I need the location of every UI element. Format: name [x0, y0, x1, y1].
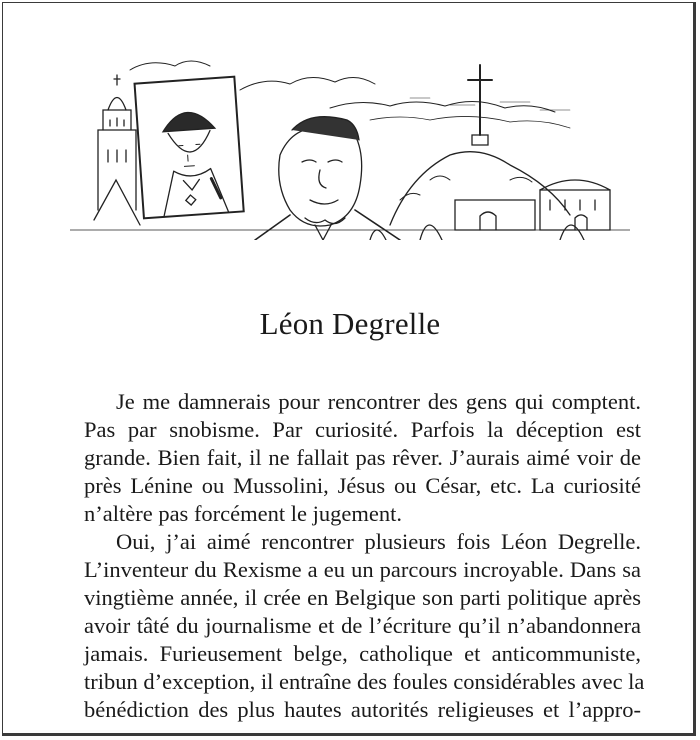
text-line: Oui, j’ai aimé rencontrer plusieurs fois Léon Degrelle. — [116, 529, 641, 554]
body-text — [84, 388, 645, 724]
text-line: avoir tâté du journalisme et de l’écriture qu’il n’abandonnera — [84, 613, 641, 638]
paragraph-2 — [84, 528, 645, 724]
text-line: près Lénine ou Mussolini, Jésus ou César, etc. La curiosité — [84, 473, 641, 498]
page-title: Léon Degrelle — [259, 306, 441, 341]
text-line: bénédiction des plus hautes autorités religieuses et l’appro- — [84, 697, 641, 722]
text-line: L’inventeur du Rexisme a eu un parcours incroyable. Dans sa — [84, 557, 641, 582]
text-line: Je me damnerais pour rencontrer des gens qui comptent. — [116, 389, 641, 414]
text-line: tribun d’exception, il entraîne des foules considérables avec la — [84, 669, 645, 694]
text-line: vingtième année, il crée en Belgique son parti politique après — [84, 585, 641, 610]
text-line: Pas par snobisme. Par curiosité. Parfois la déception est — [84, 417, 641, 442]
header-illustration — [70, 50, 630, 240]
text-line: grande. Bien fait, il ne fallait pas rêver. J’aurais aimé voir de — [84, 445, 641, 470]
text-line: n’altère pas forcément le jugement. — [84, 501, 402, 526]
paragraph-1 — [84, 388, 641, 528]
text-line: jamais. Furieusement belge, catholique et anticommuniste, — [84, 641, 641, 666]
